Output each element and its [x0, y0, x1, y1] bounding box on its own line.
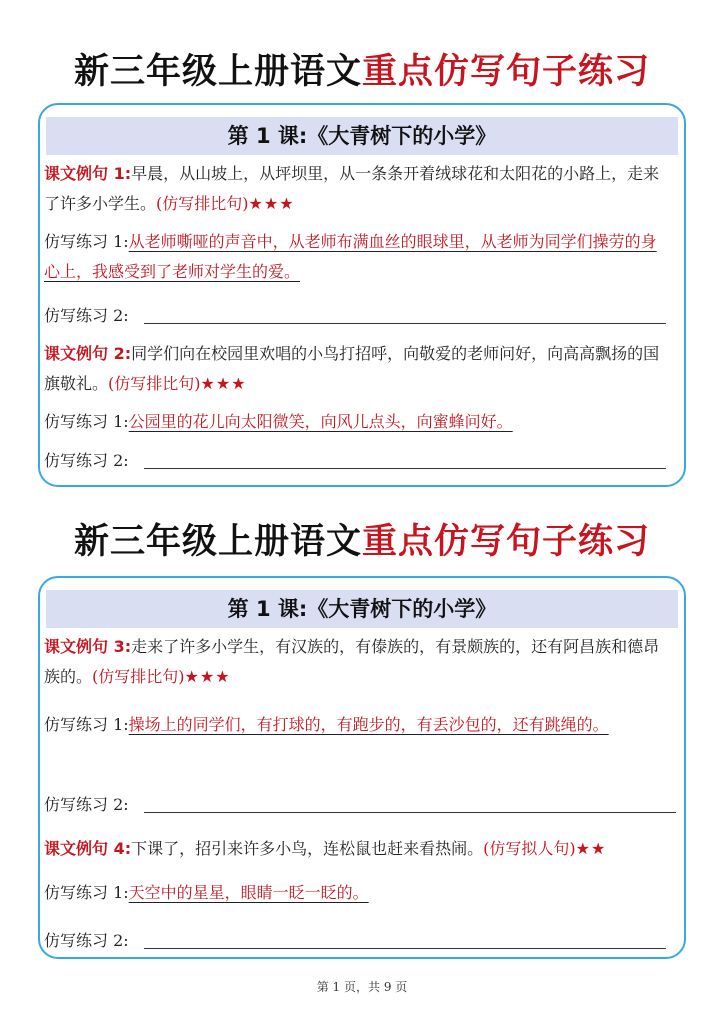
practice-label: 仿写练习 2: — [44, 306, 129, 325]
practice-1-row — [44, 227, 672, 287]
title-part2: 重点仿写句子练习 — [362, 52, 651, 92]
practice-label: 仿写练习 2: — [44, 795, 129, 814]
answer-blank-line[interactable] — [144, 812, 676, 813]
title-part1: 新三年级上册语文 — [73, 522, 362, 562]
exercise-card — [38, 103, 686, 487]
answer-blank-line[interactable] — [144, 323, 666, 324]
difficulty-stars: ★★★ — [200, 374, 247, 393]
example-text: 走来了许多小学生，有汉族的，有傣族的，有景颇族的，还有阿昌族和德昂族的。 — [44, 637, 660, 686]
practice-2-row — [44, 446, 672, 476]
exercise-card — [38, 576, 686, 959]
exercise-type: (仿写排比句) — [156, 194, 249, 213]
example-text: 同学们向在校园里欢唱的小鸟打招呼，向敬爱的老师问好，向高高飘扬的国旗敬礼。 — [44, 344, 660, 393]
example-text: 下课了，招引来许多小鸟，连松鼠也赶来看热闹。 — [131, 839, 484, 858]
title-part2: 重点仿写句子练习 — [362, 522, 651, 562]
page-title — [0, 50, 724, 94]
example-sentence-3 — [44, 632, 672, 692]
example-label: 课文例句 1: — [44, 164, 132, 183]
practice-answer: 公园里的花儿向太阳微笑，向风儿点头，向蜜蜂问好。 — [128, 412, 513, 431]
lesson-heading: 第 1 课:《大青树下的小学》 — [46, 590, 678, 628]
practice-label: 仿写练习 1: — [44, 715, 129, 734]
practice-1-row — [44, 710, 672, 740]
practice-label: 仿写练习 1: — [44, 412, 129, 431]
practice-answer: 天空中的星星，眼睛一眨一眨的。 — [128, 883, 369, 902]
practice-label: 仿写练习 2: — [44, 451, 129, 470]
difficulty-stars: ★★ — [575, 839, 607, 858]
example-sentence-4 — [44, 834, 680, 864]
answer-blank-line[interactable] — [144, 468, 666, 469]
practice-answer: 操场上的同学们，有打球的，有跑步的，有丢沙包的，还有跳绳的。 — [128, 715, 609, 734]
difficulty-stars: ★★★ — [184, 667, 231, 686]
practice-1-row — [44, 407, 672, 437]
practice-label: 仿写练习 2: — [44, 931, 129, 950]
exercise-type: (仿写拟人句) — [483, 839, 576, 858]
practice-2-row — [44, 301, 672, 331]
practice-1-row — [44, 878, 672, 908]
exercise-type: (仿写排比句) — [92, 667, 185, 686]
example-label: 课文例句 2: — [44, 344, 132, 363]
practice-answer: 从老师嘶哑的声音中，从老师布满血丝的眼球里，从老师为同学们操劳的身心上，我感受到了老师对学生的爱。 — [44, 232, 657, 281]
practice-2-row — [44, 790, 672, 820]
example-sentence-1 — [44, 159, 672, 219]
title-part1: 新三年级上册语文 — [73, 52, 362, 92]
answer-blank-line[interactable] — [144, 948, 666, 949]
example-sentence-2 — [44, 339, 672, 399]
practice-2-row — [44, 926, 672, 956]
page-footer: 第 1 页，共 9 页 — [316, 980, 408, 994]
example-text: 早晨，从山坡上，从坪坝里，从一条条开着绒球花和太阳花的小路上，走来了许多小学生。 — [44, 164, 660, 213]
practice-label: 仿写练习 1: — [44, 232, 129, 251]
difficulty-stars: ★★★ — [248, 194, 295, 213]
example-label: 课文例句 3: — [44, 637, 132, 656]
exercise-type: (仿写排比句) — [108, 374, 201, 393]
page-title — [0, 520, 724, 564]
lesson-heading: 第 1 课:《大青树下的小学》 — [46, 117, 678, 155]
practice-label: 仿写练习 1: — [44, 883, 129, 902]
example-label: 课文例句 4: — [44, 839, 132, 858]
